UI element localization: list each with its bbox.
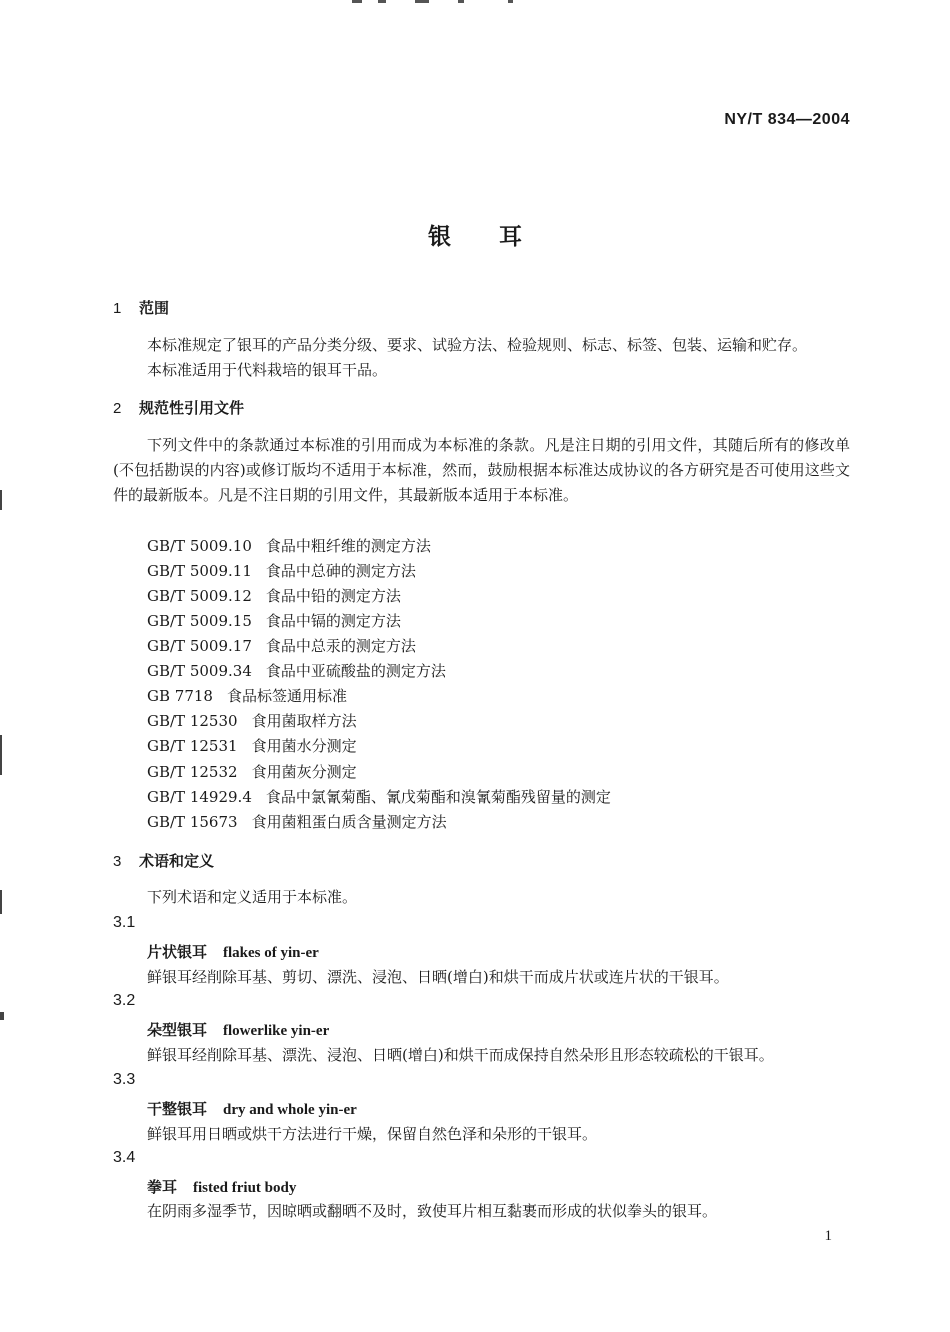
term-number: 3.2 — [113, 992, 136, 1009]
scan-artifact-edge — [0, 735, 2, 775]
section-2-heading: 2 规范性引用文件 — [113, 399, 245, 417]
reference-item: GB/T 15673 食用菌粗蛋白质含量测定方法 — [147, 813, 447, 831]
term-definition: 鲜银耳用日晒或烘干方法进行干燥，保留自然色泽和朵形的干银耳。 — [147, 1125, 598, 1143]
reference-item: GB/T 5009.12 食品中铅的测定方法 — [147, 587, 401, 605]
term-definition: 鲜银耳经削除耳基、漂洗、浸泡、日晒(增白)和烘干而成保持自然朵形且形态较疏松的干银耳。 — [147, 1046, 774, 1064]
term-number: 3.3 — [113, 1071, 136, 1088]
scan-artifact-top — [330, 0, 530, 4]
reference-item: GB/T 12532 食用菌灰分测定 — [147, 763, 357, 781]
term-heading: 片状银耳 flakes of yin-er — [147, 943, 319, 961]
scan-artifact-edge — [0, 890, 2, 914]
term-definition: 鲜银耳经削除耳基、剪切、漂洗、浸泡、日晒(增白)和烘干而成片状或连片状的干银耳。 — [147, 968, 729, 986]
section-1-heading: 1 范围 — [113, 299, 170, 317]
reference-item: GB 7718 食品标签通用标准 — [147, 687, 347, 705]
page-title — [0, 218, 950, 251]
term-number: 3.4 — [113, 1149, 136, 1166]
section-3-heading: 3 术语和定义 — [113, 852, 215, 870]
term-heading: 干整银耳 dry and whole yin-er — [147, 1100, 357, 1118]
scan-artifact-edge — [0, 1012, 4, 1020]
reference-item: GB/T 5009.34 食品中亚硫酸盐的测定方法 — [147, 662, 446, 680]
title-char-1: 银 — [428, 224, 451, 250]
term-heading: 拳耳 fisted friut body — [147, 1178, 297, 1196]
section-3-intro: 下列术语和定义适用于本标准。 — [147, 888, 358, 906]
scan-artifact-edge — [0, 490, 2, 510]
section-1-line-1: 本标准规定了银耳的产品分类分级、要求、试验方法、检验规则、标志、标签、包装、运输和贮存。 — [147, 336, 808, 354]
reference-item: GB/T 5009.15 食品中镉的测定方法 — [147, 612, 401, 630]
reference-item: GB/T 12531 食用菌水分测定 — [147, 737, 357, 755]
section-1-line-2: 本标准适用于代料栽培的银耳干品。 — [147, 361, 388, 379]
title-char-2: 耳 — [499, 224, 522, 250]
reference-item: GB/T 5009.11 食品中总砷的测定方法 — [147, 562, 416, 580]
reference-item: GB/T 5009.10 食品中粗纤维的测定方法 — [147, 537, 431, 555]
term-heading: 朵型银耳 flowerlike yin-er — [147, 1021, 330, 1039]
standard-number: NY/T 834—2004 — [724, 111, 850, 128]
reference-item: GB/T 12530 食用菌取样方法 — [147, 712, 357, 730]
reference-item: GB/T 14929.4 食品中氯氰菊酯、氰戊菊酯和溴氰菊酯残留量的测定 — [147, 788, 611, 806]
page-number: 1 — [824, 1228, 832, 1244]
reference-item: GB/T 5009.17 食品中总汞的测定方法 — [147, 637, 416, 655]
term-number: 3.1 — [113, 914, 136, 931]
section-2-intro: 下列文件中的条款通过本标准的引用而成为本标准的条款。凡是注日期的引用文件，其随后所有的修改单(不包括勘误的内容)或修订版均不适用于本标准，然而，鼓励根据本标准达成协议的各方研究是否可使用这些文件的最新版本。凡是不注日期的引用文件，其最新版本适用于本标准。 — [113, 436, 850, 504]
term-definition: 在阴雨多湿季节，因晾晒或翻晒不及时，致使耳片相互黏裹而形成的状似拳头的银耳。 — [147, 1202, 718, 1220]
